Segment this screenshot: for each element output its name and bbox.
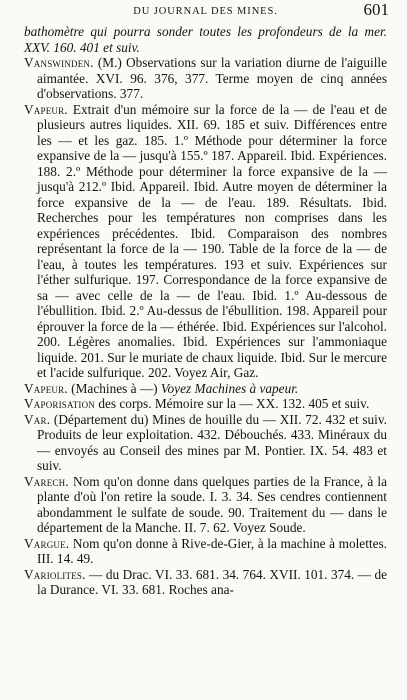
index-entry-vargue — [24, 536, 387, 567]
entry-text: Voyez Machines à vapeur. — [160, 380, 299, 396]
entry-headword: Vaporisation — [24, 396, 96, 411]
index-entry-var — [24, 412, 387, 474]
entry-text: — du Drac. VI. 33. 681. 34. 764. XVII. 101. 374. — de la Durance. VI. 33. 681. Roches ana- — [37, 566, 387, 597]
entry-headword: Varech. — [24, 473, 69, 489]
index-entry-varech — [24, 474, 387, 536]
entry-text: Extrait d'un mémoire sur la force de la — de l'eau et de plusieurs autres liquides. XII. 69. 185 et suiv. Différences entre les — et les gaz. 185. 1.º Méthode pour déterminer la force expansive de la — jusqu'à 155.º 187. Appareil. Ibid. Expériences. 188. 2.º Méthode pour déterminer la force expansive de la — jusqu'à 212.º Ibid. Appareil. Ibid. Autre moyen de déterminer la force expansive de la — de l'eau. 189. Résultats. Ibid. Recherches pour les températures non comprises dans les expériences précédentes. Ibid. Comparaison des nombres représentant la force de la — 190. Table de la force de la — de l'eau, à toutes les températures. 193 et suiv. Expériences sur l'éther sulfurique. 197. Correspondance de la force expansive de sa — avec celle de la — de l'eau. Ibid. 1.º Au-dessous de l'ébullition. Ibid. 2.º Au-dessus de l'ébullition. 198. Appareil pour éprouver la force de la — éthérée. Ibid. Expériences sur l'alcohol. 200. Légères anomalies. Ibid. Expériences sur l'ammoniaque liquide. 201. Sur le muriate de chaux liquide. Ibid. Sur le mercure et l'acide sulfurique. 202. Voyez Air, Gaz. — [37, 101, 387, 380]
index-entry-vapeur — [24, 102, 387, 381]
entry-text: Nom qu'on donne dans quelques parties de la France, à la plante d'où l'on retire la soude. I. 3. 34. Ses cendres contiennent abondamment le sulfate de soude. 90. Traitement du — dans le département de la Manche. II. 7. 62. Voyez Soude. — [37, 473, 387, 535]
entry-headword: Vapeur. — [24, 380, 68, 396]
index-entries — [24, 24, 387, 598]
index-entry-vanswinden — [24, 55, 387, 102]
index-entry-variolites — [24, 567, 387, 598]
index-entry-vaporisation — [24, 396, 387, 412]
entry-headword: Variolites. — [24, 566, 86, 582]
entry-text: des corps. Mémoire sur la — XX. 132. 405 et suiv. — [95, 396, 370, 411]
page-number: 601 — [363, 0, 389, 19]
entry-headword: Var. — [24, 411, 51, 427]
entry-text: Nom qu'on donne à Rive-de-Gier, à la machine à molettes. III. 14. 49. — [37, 535, 387, 566]
entry-text: (M.) Observations sur la variation diurne de l'aiguille aimantée. XVI. 96. 376, 377. Terme moyen de cinq années d'observations. 377. — [37, 55, 387, 101]
entry-headword: Vargue. — [24, 535, 70, 551]
page-header — [24, 0, 387, 24]
index-entry-bathometre-cont — [24, 24, 387, 55]
running-head: DU JOURNAL DES MINES. — [133, 6, 278, 17]
entry-text: (Machines à —) — [67, 380, 161, 396]
entry-headword: Vapeur. — [24, 101, 68, 117]
entry-text: (Département du) Mines de houille du — XII. 72. 432 et suiv. Produits de leur exploitation. 432. Débouchés. 433. Minéraux du — envoyés au Conseil des mines par M. Pontier. IX. 54. 483 et suiv. — [37, 411, 387, 473]
entry-headword: Vanswinden. — [24, 55, 94, 70]
entry-text: bathomètre qui pourra sonder toutes les profondeurs de la mer. XXV. 160. 401 et suiv. — [24, 24, 387, 55]
index-entry-vapeur-machines — [24, 381, 387, 397]
